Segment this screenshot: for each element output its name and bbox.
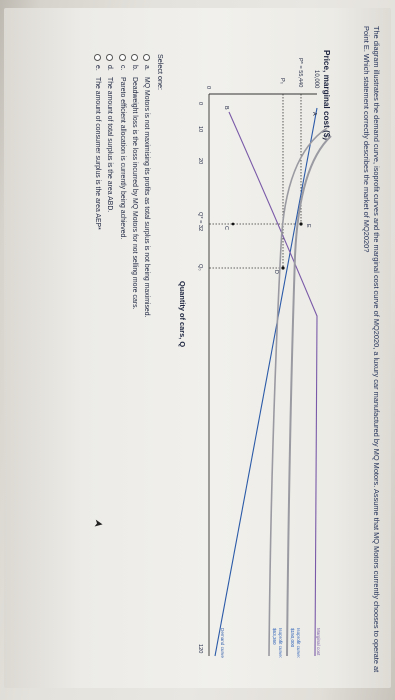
marginal-cost-label: Marginal cost (316, 628, 321, 656)
y-zero-label: 0 (205, 86, 211, 90)
option-e-text: The amount of consumer surplus is the area AEP* (93, 77, 101, 230)
marginal-cost-curve (229, 112, 317, 659)
option-b[interactable] (128, 54, 140, 634)
point-d-marker (281, 266, 284, 269)
x-axis-label: Quantity of cars, Q (178, 281, 187, 348)
x-tick-10: 10 (197, 126, 203, 133)
economics-graph (7, 16, 387, 688)
option-c[interactable] (116, 54, 128, 634)
x-tick-q-star: Q* = 32 (197, 212, 203, 232)
p0-label: P₀ (279, 78, 285, 85)
select-one-label: Select one: (156, 54, 165, 90)
x-tick-0: 0 (197, 102, 203, 106)
option-c-text: Pareto efficient allocation is currently being achieved. (118, 77, 126, 240)
x-tick-120: 120 (197, 644, 203, 654)
point-d-label: D (273, 270, 279, 274)
option-d-text: The amount of total surplus is the area ABD. (106, 77, 114, 213)
question-text: The diagram illustrates the demand curve, isoprofit curves and the marginal cost curve of MQ2020, a luxury car manufactured by MQ Motors. Assume that MQ Motors currently chooses to operate at Point E. Which statement correctly describes the market of MQ2020? (362, 26, 381, 673)
mouse-pointer-icon: ➤ (92, 517, 104, 531)
rotated-page (7, 16, 387, 688)
point-a-label: A (311, 112, 317, 116)
option-a-letter: a. (143, 65, 151, 71)
isoprofit-high-name: Isoprofit curve: (296, 628, 301, 659)
radio-d[interactable] (106, 54, 113, 61)
option-a-text: MQ Motors is not maximising its profits as total surplus is not being maximised. (143, 77, 151, 318)
isoprofit-low-name: Isoprofit curve: (278, 628, 283, 659)
isoprofit-low-value: $63,360 (272, 628, 277, 645)
point-c-marker (232, 223, 235, 226)
point-b-label: B (223, 106, 229, 110)
option-e-letter: e. (93, 65, 101, 71)
point-e-label: E (305, 224, 311, 228)
p-star-label: P* = 55,440 (297, 58, 303, 88)
radio-a[interactable] (143, 54, 150, 61)
option-b-letter: b. (130, 65, 138, 71)
isoprofit-curve-high (287, 136, 331, 659)
option-e[interactable] (91, 54, 103, 634)
option-a[interactable] (141, 54, 153, 634)
answer-options (91, 54, 153, 634)
point-c-label: C (223, 226, 229, 230)
isoprofit-high-value: $150,000 (290, 628, 295, 648)
demand-curve-label: Demand curve (220, 628, 225, 658)
y-top-label: 10,000 (313, 70, 319, 89)
y-axis-label: Price, marginal cost ($) (322, 50, 331, 141)
radio-c[interactable] (119, 54, 126, 61)
demand-curve (215, 108, 317, 659)
x-tick-q0: Q₀ (197, 264, 203, 271)
x-tick-20: 20 (197, 158, 203, 165)
option-d[interactable] (103, 54, 115, 634)
option-b-text: Deadweight loss is the loss incurred by MQ Motors for not selling more cars. (130, 77, 138, 310)
radio-b[interactable] (131, 54, 138, 61)
point-e-marker (299, 222, 302, 225)
radio-e[interactable] (94, 54, 101, 61)
option-d-letter: d. (106, 65, 114, 71)
option-c-letter: c. (118, 65, 126, 71)
